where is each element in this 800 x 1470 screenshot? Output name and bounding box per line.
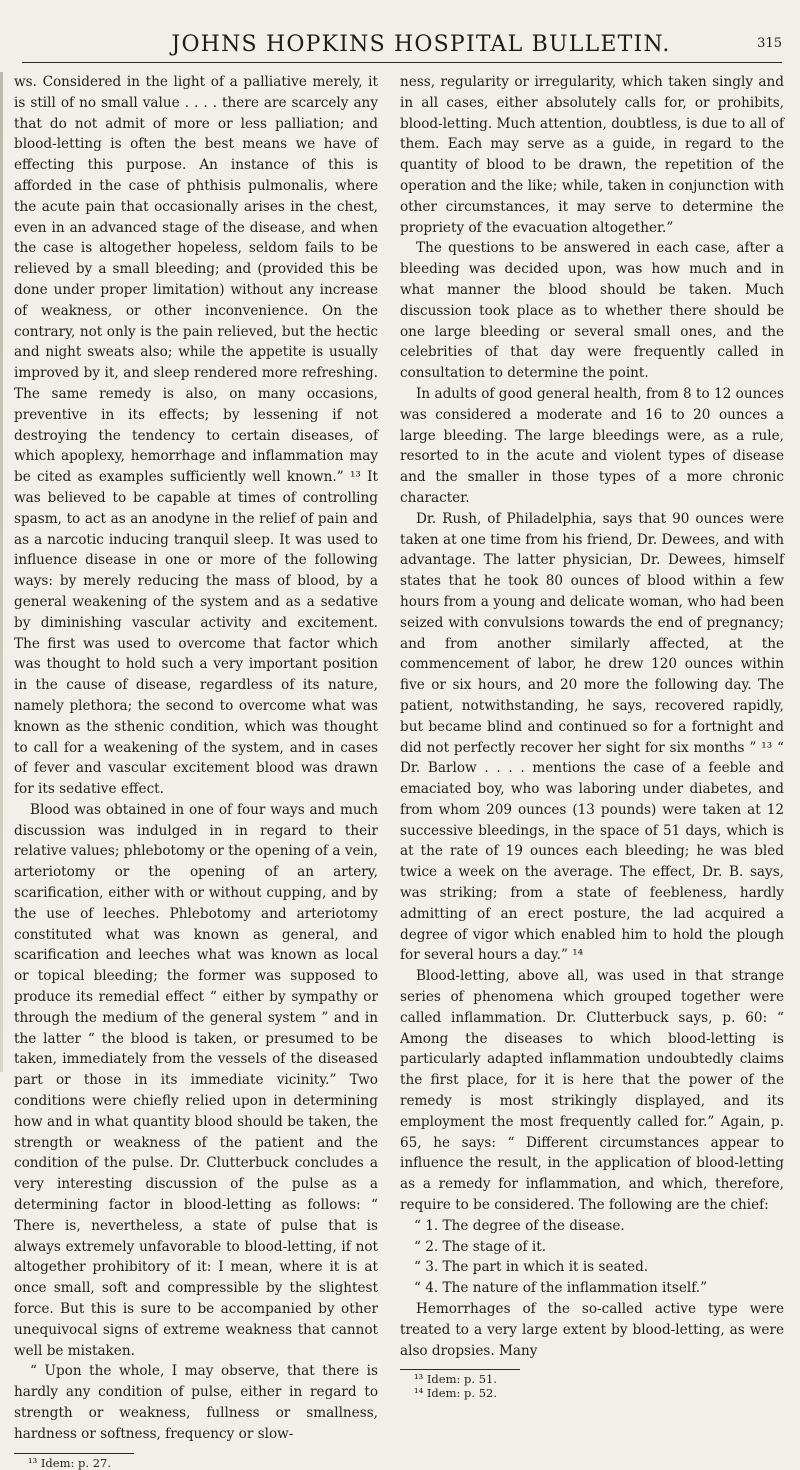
list-item: “ 2. The stage of it. [414,1238,547,1255]
paragraph: In adults of good general health, from 8 to 12 ounces was considered a moderate and 16 to 20 ounces a large bleeding. The large bleedings were, as a rule, resorted to in the acute and violent types of disease and the smaller in those types of a more chronic character. [400,385,784,506]
footnote-rule [400,1369,520,1370]
paragraph: ness, regularity or irregularity, which taken singly and in all cases, either absolutely calls for, or prohibits, blood-letting. Much attention, doubtless, is due to all of them. Each may serve as a guide, in regard to the quantity of blood to be drawn, the repetition of the operation and the like; while, taken in conjunction with other circumstances, it may serve to determine the propriety of the evacuation altogether.” [400,74,784,236]
paragraph: Hemorrhages of the so-called active type were treated to a very large extent by blood-letting, as were also dropsies. Many [400,1301,784,1359]
paragraph: Blood-letting, above all, was used in that strange series of phenomena which grouped together were called inflammation. Dr. Clutterbuck says, p. 60: “ Among the diseases to which blood-letting is particularly adapted inflammation undoubtedly claims the first place, for it is here that the power of the remedy is most strikingly displayed, and its employment the most frequently called for.” Again, p. 65, he says: “ Different circumstances appear to influence the result, in the application of blood-letting as a remedy for inflammation, and which, therefore, require to be considered. The following are the chief: [400,968,784,1214]
right-column [400,72,784,1400]
page-binding-shadow [0,72,3,1072]
left-column [14,72,378,1470]
paragraph: The questions to be answered in each case, after a bleeding was decided upon, was how much and in what manner the blood should be taken. Much discussion took place as to whether there should be one large bleeding or several small ones, and the celebrities of that day were frequently called in consultation to determine the point. [400,240,784,382]
paragraph: Blood was obtained in one of four ways and much discussion was indulged in in regard to their relative values; phlebotomy or the opening of a vein, arteriotomy or the opening of an artery, scarification, either with or without cupping, and by the use of leeches. Phlebotomy and arteriotomy constituted what was known as general, and scarification and leeches what was known as local or topical bleeding; the former was supposed to produce its remedial effect “ either by sympathy or through the medium of the general system ” and in the latter “ the blood is taken, or presumed to be taken, immediately from the vessels of the diseased part or those in its immediate vicinity.” Two conditions were chiefly relied upon in determining how and in what quantity blood should be taken, the strength or weakness of the patient and the condition of the pulse. Dr. Clutterbuck concludes a very interesting discussion of the pulse as a determining factor in blood-letting as follows: “ There is, nevertheless, a state of pulse that is always extremely unfavorable to blood-letting, if not altogether prohibitory of it: I mean, where it is at once small, soft and compressible by the slightest force. But this is sure to be accompanied by other unequivocal signs of extreme weakness that cannot well be mistaken. [14,801,378,1359]
paragraph: ws. Considered in the light of a palliative merely, it is still of no small value . . . . there are scarcely any that do not admit of more or less palliation; and blood-letting is often the best means we have of effecting this purpose. An instance of this is afforded in the case of phthisis pulmonalis, where the acute pain that occasionally arises in the chest, even in an advanced stage of the disease, and when the case is altogether hopeless, seldom fails to be relieved by a small bleeding; and (provided this be done under proper limitation) without any increase of weakness, or other inconvenience. On the contrary, not only is the pain relieved, but the hectic and night sweats also; while the appetite is usually improved by it, and sleep rendered more refreshing. The same remedy is also, on many occasions, preventive in its effects; by lessening if not destroying the tendency to certain diseases, of which apoplexy, hemorrhage and inflammation may be cited as examples sufficiently well known.” ¹³ It was believed to be capable at times of controlling spasm, to act as an anodyne in the relief of pain and as a narcotic inducing tranquil sleep. It was used to influence disease in one or more of the following ways: by merely reducing the mass of blood, by a general weakening of the system and as a sedative by diminishing vascular activity and excitement. The first was used to overcome that factor which was thought to hold such a very important position in the cause of disease, regardless of its nature, namely plethora; the second to overcome what was known as the sthenic condition, which was thought to call for a weakening of the system, and in cases of fever and vascular excitement blood was drawn for its sedative effect. [14,74,378,798]
footnote: ¹³ Idem: p. 51. [414,1372,497,1387]
list-item: “ 3. The part in which it is seated. [414,1259,649,1276]
paragraph: “ Upon the whole, I may observe, that there is hardly any condition of pulse, either in regard to strength or weakness, fullness or smallness, hardness or softness, frequency or slow- [14,1363,378,1442]
footnote-rule [14,1453,134,1454]
footnote: ¹⁴ Idem: p. 52. [414,1386,497,1401]
page-header [60,32,782,62]
header-rule [22,62,782,63]
running-head: JOHNS HOPKINS HOSPITAL BULLETIN. [171,32,671,57]
paragraph: Dr. Rush, of Philadelphia, says that 90 ounces were taken at one time from his friend, Dr. Dewees, and with advantage. The latter physician, Dr. Dewees, himself states that he took 80 ounces of blood within a few hours from a young and delicate woman, who had been seized with convulsions towards the end of pregnancy; and from another similarly affected, at the commencement of labor, he drew 120 ounces within five or six hours, and 20 more the following day. The patient, notwithstanding, he says, recovered rapidly, but became blind and continued so for a fortnight and did not perfectly recover her sight for six months ” ¹³ “ Dr. Barlow . . . . mentions the case of a feeble and emaciated boy, who was laboring under diabetes, and from whom 209 ounces (13 pounds) were taken at 12 successive bleedings, in the space of 51 days, which is at the rate of 19 ounces each bleeding; he was bled twice a week on the average. The effect, Dr. B. says, was striking; from a state of feebleness, hardly admitting of an erect posture, the lad acquired a degree of vigor which enabled him to hold the plough for several hours a day.” ¹⁴ [400,510,784,964]
footnote: ¹³ Idem: p. 27. [28,1455,111,1470]
page-number: 315 [757,36,782,51]
list-item: “ 4. The nature of the inflammation itself.” [414,1280,708,1297]
list-item: “ 1. The degree of the disease. [414,1217,625,1234]
